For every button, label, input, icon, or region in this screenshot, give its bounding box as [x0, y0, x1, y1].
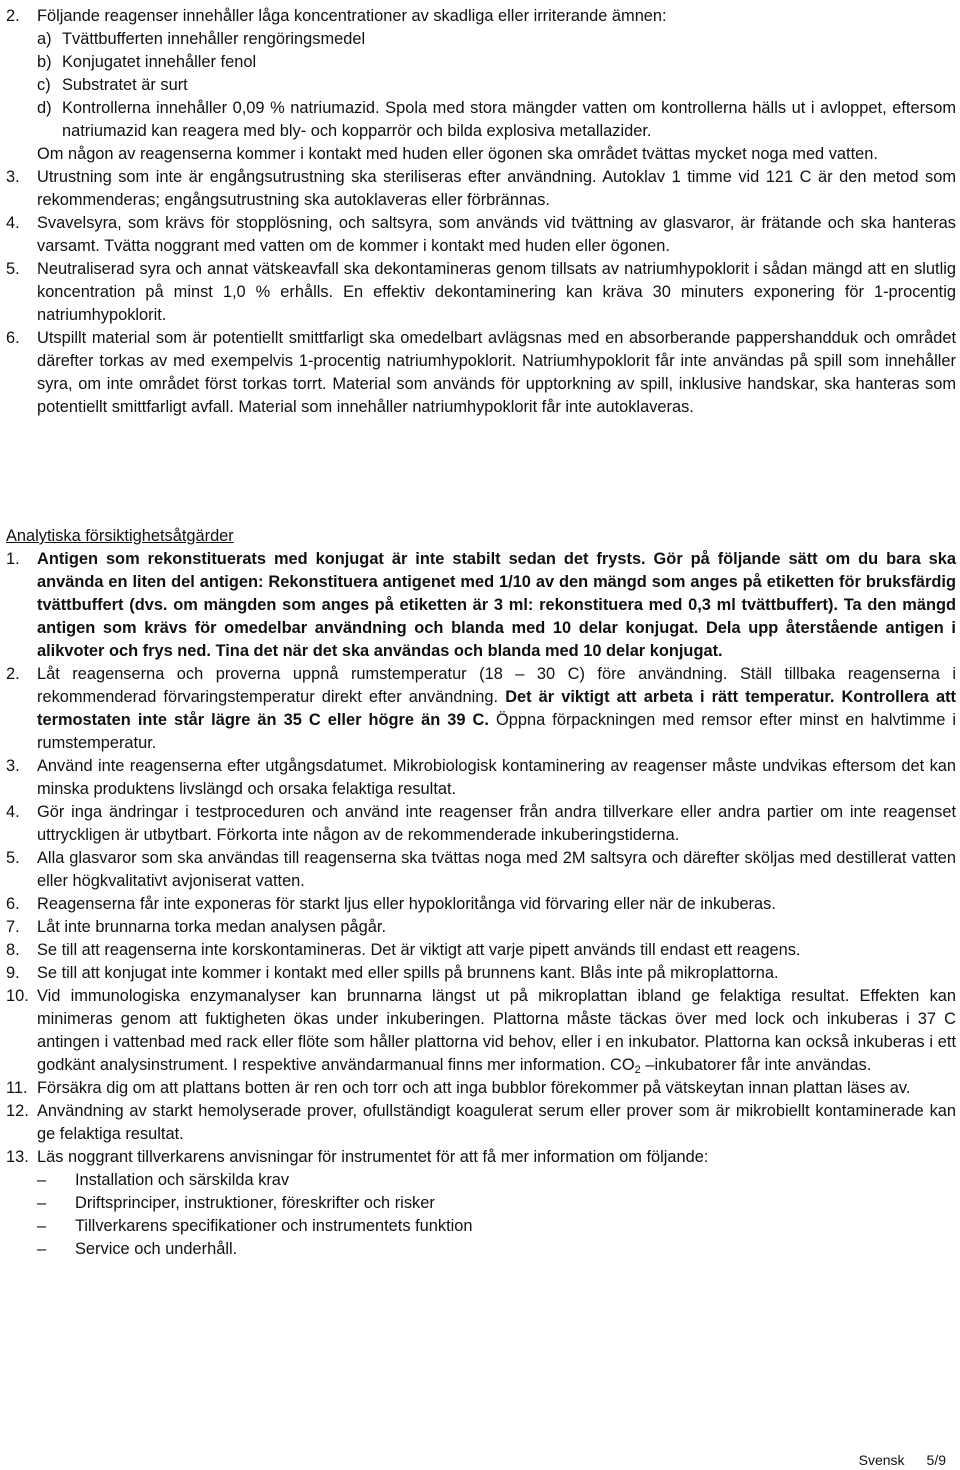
subscript: 2 [634, 1064, 641, 1076]
sub-item [6, 97, 956, 143]
item-text-emphasis: Det är viktigt att arbeta i rätt temperatur. Kontrollera att termostaten inte står lägre än 35 C eller högre än 39 C. [37, 688, 957, 729]
sub-item-text: Substratet är surt [62, 76, 188, 94]
list-item [6, 755, 956, 801]
item-text: Följande reagenser innehåller låga koncentrationer av skadliga eller irriterande ämnen: [37, 7, 667, 25]
dash-item-text: Installation och särskilda krav [75, 1171, 290, 1189]
item-text: Använd inte reagenserna efter utgångsdatumet. Mikrobiologisk kontaminering av reagenser måste undvikas eftersom det kan minska produktens livslängd och orsaka felaktiga resultat. [37, 757, 956, 798]
item-number: 13. [6, 1148, 29, 1166]
section-heading: Analytiska försiktighetsåtgärder [6, 527, 234, 545]
list-item [6, 1077, 956, 1100]
list-item [6, 327, 956, 419]
list-item [6, 962, 956, 985]
item-text: Neutraliserad syra och annat vätskeavfall ska dekontamineras genom tillsats av natriumhypoklorit i sådan mängd att en slutlig koncentration på minst 1,0 % erhålls. En effektiv dekontaminering kan kräva 30 minuters exponering för 1-procentig natriumhypoklorit. [37, 260, 956, 324]
dash-list [6, 1169, 956, 1261]
item-text-part: Öppna förpackningen med remsor efter minst en halvtimme i rumstemperatur. [37, 711, 957, 752]
dash-marker: – [37, 1194, 47, 1212]
item-number: 3. [6, 757, 20, 775]
item-text: Läs noggrant tillverkarens anvisningar för instrumentet för att få mer information om följande: [37, 1148, 709, 1166]
item-number: 10. [6, 987, 29, 1005]
item-number: 2. [6, 7, 20, 25]
list-item-note [6, 143, 956, 166]
list-item [6, 939, 956, 962]
item-number: 4. [6, 803, 20, 821]
dash-marker: – [37, 1217, 47, 1235]
sub-item [6, 28, 956, 51]
dash-marker: – [37, 1240, 47, 1258]
item-text: Gör inga ändringar i testproceduren och använd inte reagenser från andra tillverkare eller andra partier om inte reagenset uttryckligen är utbytbart. Förkorta inte någon av de rekommenderade inkuberingstiderna. [37, 803, 956, 844]
item-number: 6. [6, 329, 20, 347]
list-item [6, 258, 956, 327]
dash-item-text: Driftsprinciper, instruktioner, föreskrifter och risker [75, 1194, 435, 1212]
list-item [6, 893, 956, 916]
item-number: 5. [6, 260, 20, 278]
list-item [6, 212, 956, 258]
sub-item-letter: b) [37, 53, 52, 71]
item-number: 7. [6, 918, 20, 936]
item-text-part: Vid immunologiska enzymanalyser kan brunnarna längst ut på mikroplattan ibland ge felaktiga resultat. Effekten kan minimeras genom att fuktigheten ökas under inkuberingen. Plattorna måste täckas över med lock och inkuberas i 37 C antingen i vattenbad med rack eller flöte som håller plattorna vid behov, eller i en inkubator. Plattorna kan också inkuberas i ett godkänt analysinstrument. I respektive användarmanual finns mer information. CO [37, 987, 956, 1074]
sub-item-letter: a) [37, 30, 52, 48]
dash-list-item [37, 1238, 956, 1261]
item-text-part: –inkubatorer får inte användas. [640, 1056, 872, 1074]
item-text [37, 663, 956, 755]
item-number: 12. [6, 1102, 29, 1120]
item-number: 2. [6, 665, 20, 683]
list-item [6, 548, 956, 663]
item-text-bold: Antigen som rekonstituerats med konjugat är inte stabilt sedan det frysts. Gör på följande sätt om du bara ska använda en liten del antigen: Rekonstituera antigenet med 1/10 av den mängd som anges på etiketten för bruksfärdig tvättbuffert (dvs. om mängden som anges på etiketten är 3 ml: rekonstituera med 0,3 ml tvättbuffert). Ta den mängd antigen som krävs för omedelbar användning och blanda med 10 delar konjugat. Dela upp återstående antigen i alikvoter och frys ned. Tina det när det ska användas och blanda med 10 delar konjugat. [37, 550, 956, 660]
item-text: Se till att konjugat inte kommer i kontakt med eller spills på brunnens kant. Blås inte på mikroplattorna. [37, 964, 779, 982]
list-item [6, 985, 956, 1077]
sub-item [6, 74, 956, 97]
item-text: Utspillt material som är potentiellt smittfarligt ska omedelbart avlägsnas med en absorberande pappershandduk och området därefter torkas av med exempelvis 1-procentig natriumhypoklorit. Natriumhypoklorit får inte användas på spill som innehåller syra, om inte området först torkas torrt. Material som används för upptorkning av spill, inklusive handskar, ska hanteras som potentiellt smittfarligt avfall. Material som innehåller natriumhypoklorit får inte autoklaveras. [37, 329, 956, 416]
item-number: 5. [6, 849, 20, 867]
item-text-part: Låt reagenserna och proverna uppnå rumstemperatur (18 – 30 C) före användning. Ställ tillbaka reagenserna i rekommenderad förvaringstemperatur direkt efter användning. [37, 665, 956, 706]
item-text: Användning av starkt hemolyserade prover, ofullständigt koagulerat serum eller prover som är mikrobiellt kontaminerade kan ge felaktiga resultat. [37, 1102, 956, 1143]
dash-list-item [37, 1169, 956, 1192]
dash-marker: – [37, 1171, 47, 1189]
page-number: 5/9 [926, 1452, 946, 1468]
dash-list-item [37, 1215, 956, 1238]
list-item [6, 847, 956, 893]
item-text: Se till att reagenserna inte korskontamineras. Det är viktigt att varje pipett används till endast ett reagens. [37, 941, 801, 959]
item-note-text: Om någon av reagenserna kommer i kontakt med huden eller ögonen ska området tvättas mycket noga med vatten. [37, 145, 878, 163]
item-number: 3. [6, 168, 20, 186]
item-number: 4. [6, 214, 20, 232]
dash-item-text: Tillverkarens specifikationer och instrumentets funktion [75, 1217, 473, 1235]
list-item [6, 916, 956, 939]
sub-item-letter: d) [37, 99, 52, 117]
sub-item-text: Kontrollerna innehåller 0,09 % natriumazid. Spola med stora mängder vatten om kontrollerna hälls ut i avloppet, eftersom natriumazid kan reagera med bly- och kopparrör och bilda explosiva metallazider. [62, 99, 956, 140]
safety-section [6, 5, 956, 419]
page-footer [859, 1451, 946, 1469]
sub-item [6, 51, 956, 74]
item-text: Svavelsyra, som krävs för stopplösning, och saltsyra, som används vid tvättning av glasvaror, är frätande och ska hanteras varsamt. Tvätta noggrant med vatten om de kommer i kontakt med huden eller ögonen. [37, 214, 956, 255]
item-number: 11. [6, 1079, 28, 1097]
sub-item-text: Konjugatet innehåller fenol [62, 53, 257, 71]
footer-language: Svensk [858, 1452, 905, 1468]
item-text: Låt inte brunnarna torka medan analysen pågår. [37, 918, 386, 936]
sub-item-text: Tvättbufferten innehåller rengöringsmedel [62, 30, 366, 48]
item-text: Försäkra dig om att plattans botten är ren och torr och att inga bubblor förekommer på vätskeytan innan plattan läses av. [37, 1079, 911, 1097]
list-item [6, 1146, 956, 1169]
dash-item-text: Service och underhåll. [75, 1240, 238, 1258]
analytical-precautions-section [6, 525, 956, 1261]
item-number: 1. [6, 550, 20, 568]
item-number: 6. [6, 895, 20, 913]
list-item [6, 5, 956, 28]
item-number: 8. [6, 941, 20, 959]
list-item [6, 1100, 956, 1146]
item-text: Reagenserna får inte exponeras för starkt ljus eller hypokloritånga vid förvaring eller när de inkuberas. [37, 895, 776, 913]
item-text [37, 985, 956, 1077]
item-number: 9. [6, 964, 20, 982]
list-item [6, 663, 956, 755]
item-text: Utrustning som inte är engångsutrustning ska steriliseras efter användning. Autoklav 1 timme vid 121 C är den metod som rekommenderas; engångsutrustning ska autoklaveras eller förbrännas. [37, 168, 956, 209]
list-item [6, 166, 956, 212]
dash-list-item [37, 1192, 956, 1215]
sub-item-letter: c) [37, 76, 51, 94]
list-item [6, 801, 956, 847]
item-text: Alla glasvaror som ska användas till reagenserna ska tvättas noga med 2M saltsyra och därefter sköljas med destillerat vatten eller högkvalitativt avjoniserat vatten. [37, 849, 956, 890]
